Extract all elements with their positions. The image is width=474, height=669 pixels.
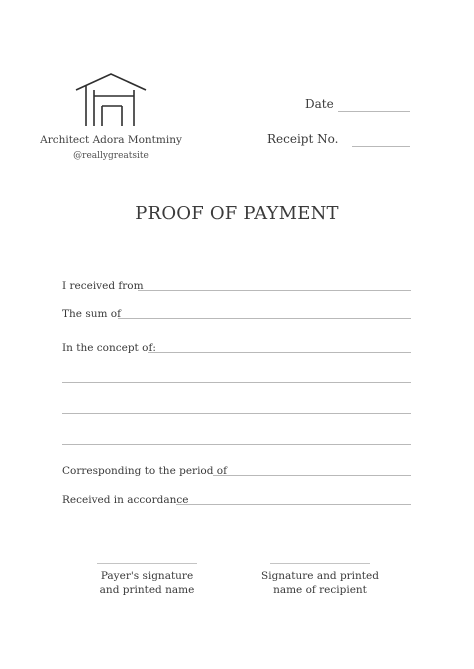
date-label: Date: [305, 97, 334, 111]
sum-of-field[interactable]: [118, 318, 411, 319]
received-from-field[interactable]: [138, 290, 411, 291]
company-handle: @reallygreatsite: [73, 151, 149, 161]
page-title: PROOF OF PAYMENT: [135, 203, 339, 224]
received-from-label: I received from: [62, 280, 144, 292]
concept-field[interactable]: [148, 352, 411, 353]
period-label: Corresponding to the period of: [62, 465, 228, 477]
payer-signature-text-2: and printed name: [99, 584, 195, 596]
company-name: Architect Adora Montminy: [40, 134, 182, 146]
concept-line-2[interactable]: [62, 382, 411, 383]
recipient-signature-text-2: name of recipient: [273, 584, 367, 596]
sum-of-label: The sum of: [62, 308, 121, 320]
concept-label: In the concept of:: [62, 342, 156, 354]
period-field[interactable]: [213, 475, 411, 476]
concept-line-3[interactable]: [62, 413, 411, 414]
recipient-signature-label: [250, 569, 390, 597]
house-logo-icon: [74, 72, 148, 128]
accordance-label: Received in accordance: [62, 494, 189, 506]
recipient-signature-text-1: Signature and printed: [261, 570, 379, 582]
payer-signature-text-1: Payer's signature: [100, 570, 194, 582]
payer-signature-label: [82, 569, 212, 597]
accordance-field[interactable]: [176, 504, 411, 505]
concept-line-4[interactable]: [62, 444, 411, 445]
date-field[interactable]: [338, 111, 410, 112]
receipt-number-field[interactable]: [352, 146, 410, 147]
payer-signature-line[interactable]: [97, 563, 197, 564]
recipient-signature-line[interactable]: [270, 563, 370, 564]
receipt-number-label: Receipt No.: [267, 132, 339, 146]
